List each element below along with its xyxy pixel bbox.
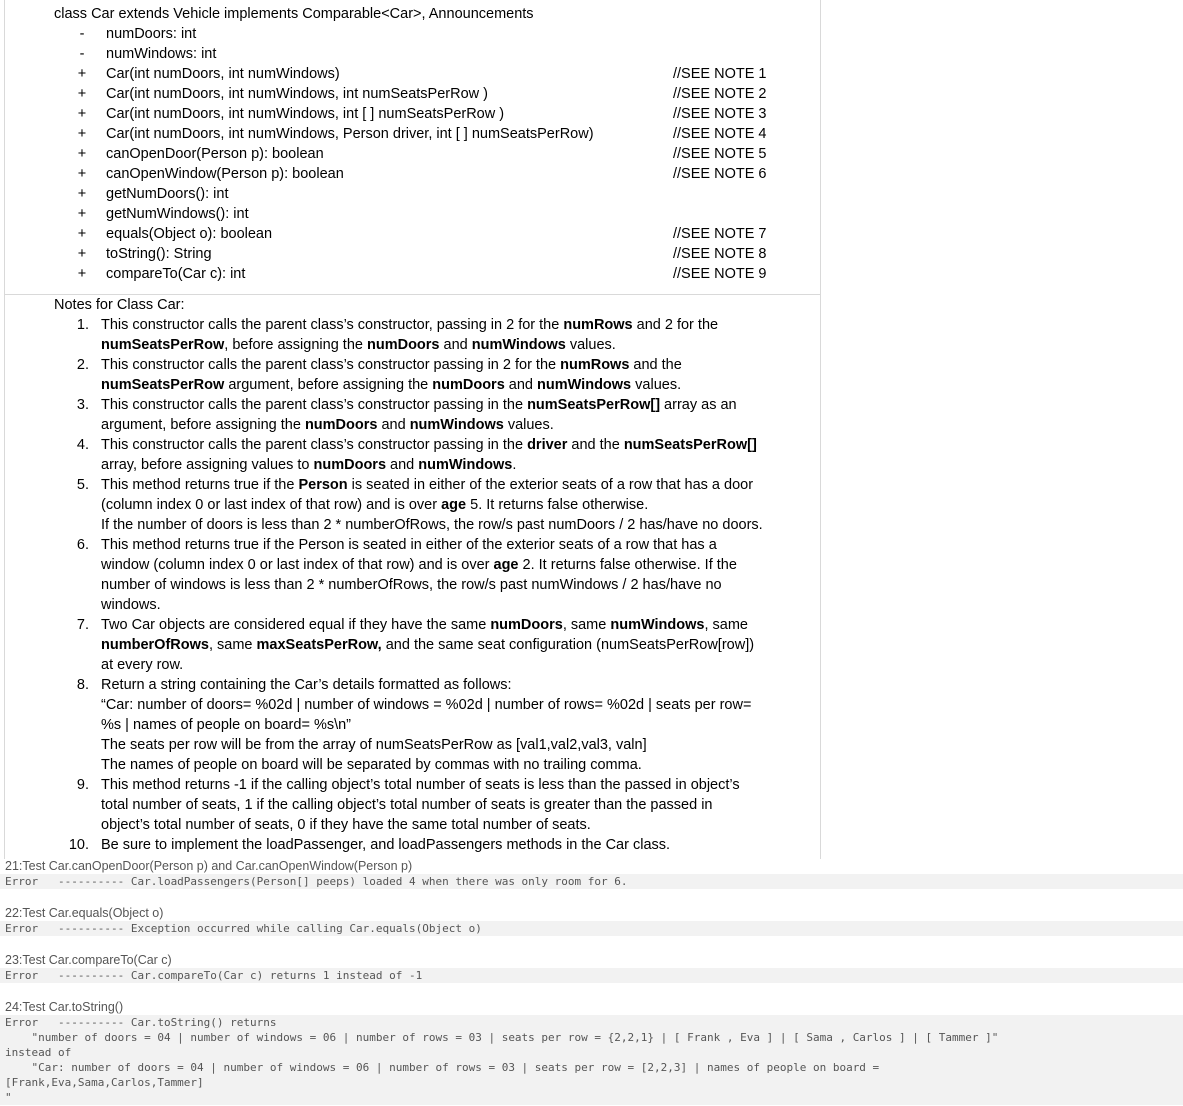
test-output: Error ---------- Car.loadPassengers(Person[] peeps) loaded 4 when there was only room for 6. bbox=[0, 874, 1183, 889]
test-title: 23:Test Car.compareTo(Car c) bbox=[5, 953, 172, 967]
note-number: 4. bbox=[76, 437, 89, 453]
note-bold: numDoors bbox=[490, 617, 563, 633]
test-title: 21:Test Car.canOpenDoor(Person p) and Car.canOpenWindow(Person p) bbox=[5, 859, 413, 873]
note-item-1 bbox=[5, 315, 820, 355]
note-number: 7. bbox=[76, 617, 89, 633]
see-note-ref: //SEE NOTE 8 bbox=[673, 246, 767, 262]
member-row bbox=[5, 204, 820, 224]
note-item-4 bbox=[5, 435, 820, 475]
note-item-9 bbox=[5, 775, 820, 835]
note-bold: numWindows bbox=[537, 377, 632, 393]
note-bold: numDoors bbox=[313, 457, 387, 473]
note-text: (column index 0 or last index of that row) and is over bbox=[101, 497, 442, 513]
note-number: 3. bbox=[76, 397, 89, 413]
see-note-ref: //SEE NOTE 2 bbox=[673, 86, 767, 102]
note-text: argument, before assigning the bbox=[101, 417, 305, 433]
note-text: object’s total number of seats, 0 if they have the same total number of seats. bbox=[101, 817, 591, 833]
member-signature: canOpenWindow(Person p): boolean bbox=[106, 166, 344, 182]
member-signature: compareTo(Car c): int bbox=[106, 266, 246, 282]
member-signature: getNumWindows(): int bbox=[106, 206, 249, 222]
note-text: and 2 for the bbox=[632, 317, 719, 333]
member-signature: Car(int numDoors, int numWindows, int [ ] numSeatsPerRow ) bbox=[106, 106, 505, 122]
note-item-7 bbox=[5, 615, 820, 675]
note-text: This method returns true if the Person is seated in either of the exterior seats of a row that has a bbox=[101, 537, 717, 553]
note-bold: age bbox=[441, 497, 467, 513]
member-row bbox=[5, 64, 820, 84]
note-number: 2. bbox=[76, 357, 89, 373]
note-text: values. bbox=[631, 377, 682, 393]
note-text: argument, before assigning the bbox=[224, 377, 433, 393]
note-text: total number of seats, 1 if the calling object’s total number of seats is greater than the passed in bbox=[101, 797, 713, 813]
note-text: and bbox=[377, 417, 410, 433]
uml-class-spec bbox=[5, 0, 820, 295]
note-text: values. bbox=[503, 417, 554, 433]
note-number: 1. bbox=[76, 317, 89, 333]
see-note-ref: //SEE NOTE 5 bbox=[673, 146, 767, 162]
visibility-marker: + bbox=[77, 266, 87, 282]
note-number: 8. bbox=[76, 677, 89, 693]
member-signature: Car(int numDoors, int numWindows, Person driver, int [ ] numSeatsPerRow) bbox=[106, 126, 594, 142]
note-text: , same bbox=[208, 637, 257, 653]
note-text: The names of people on board will be separated by commas with no trailing comma. bbox=[101, 757, 642, 773]
member-signature: numDoors: int bbox=[106, 26, 197, 42]
note-text: Two Car objects are considered equal if they have the same bbox=[101, 617, 491, 633]
note-text: , before assigning the bbox=[224, 337, 367, 353]
note-text: . bbox=[512, 457, 517, 473]
note-text: and bbox=[386, 457, 419, 473]
see-note-ref: //SEE NOTE 6 bbox=[673, 166, 767, 182]
note-bold: numSeatsPerRow bbox=[101, 337, 225, 353]
visibility-marker: - bbox=[79, 46, 85, 62]
note-text: This constructor calls the parent class’s constructor passing in the bbox=[101, 397, 528, 413]
member-row bbox=[5, 104, 820, 124]
test-results bbox=[0, 859, 1183, 1105]
note-text: and the bbox=[629, 357, 682, 373]
member-list bbox=[5, 24, 820, 284]
note-bold: numWindows bbox=[471, 337, 566, 353]
note-text: This method returns true if the bbox=[101, 477, 299, 493]
note-bold: numberOfRows bbox=[101, 637, 209, 653]
note-text: %s | names of people on board= %s\n” bbox=[101, 717, 352, 733]
note-item-10 bbox=[5, 835, 820, 855]
note-text: This constructor calls the parent class’s constructor passing in the bbox=[101, 437, 528, 453]
note-text: If the number of doors is less than 2 * numberOfRows, the row/s past numDoors / 2 has/have no doors. bbox=[101, 517, 763, 533]
visibility-marker: + bbox=[77, 226, 87, 242]
visibility-marker: + bbox=[77, 66, 87, 82]
note-bold: age bbox=[493, 557, 519, 573]
visibility-marker: + bbox=[77, 206, 87, 222]
notes-title: Notes for Class Car: bbox=[54, 297, 185, 313]
see-note-ref: //SEE NOTE 1 bbox=[673, 66, 767, 82]
note-text: number of windows is less than 2 * numberOfRows, the row/s past numWindows / 2 has/have no bbox=[101, 577, 722, 593]
note-bold: numWindows bbox=[409, 417, 504, 433]
note-bold: numDoors bbox=[432, 377, 505, 393]
member-row bbox=[5, 144, 820, 164]
note-bold: numDoors bbox=[366, 337, 440, 353]
note-text: and the bbox=[567, 437, 624, 453]
note-bold: numSeatsPerRow[] bbox=[623, 437, 757, 453]
note-bold: Person bbox=[298, 477, 348, 493]
member-row bbox=[5, 124, 820, 144]
note-bold: maxSeatsPerRow, bbox=[256, 637, 382, 653]
note-number: 10. bbox=[68, 837, 89, 853]
member-row bbox=[5, 264, 820, 284]
test-result-24 bbox=[0, 1000, 1183, 1105]
note-text: , same bbox=[704, 617, 748, 633]
member-row bbox=[5, 244, 820, 264]
test-output: Error ---------- Exception occurred while calling Car.equals(Object o) bbox=[0, 921, 1183, 936]
visibility-marker: + bbox=[77, 86, 87, 102]
visibility-marker: + bbox=[77, 186, 87, 202]
member-signature: toString(): String bbox=[106, 246, 212, 262]
note-text: and the same seat configuration (numSeatsPerRow[row]) bbox=[381, 637, 755, 653]
test-title: 24:Test Car.toString() bbox=[5, 1000, 124, 1014]
note-text: 2. It returns false otherwise. If the bbox=[518, 557, 737, 573]
member-row bbox=[5, 84, 820, 104]
test-result-22 bbox=[0, 906, 1183, 936]
note-text: at every row. bbox=[101, 657, 184, 673]
see-note-ref: //SEE NOTE 9 bbox=[673, 266, 767, 282]
note-text: and bbox=[439, 337, 472, 353]
note-number: 9. bbox=[76, 777, 89, 793]
note-text: The seats per row will be from the array of numSeatsPerRow as [val1,val2,val3, valn] bbox=[101, 737, 647, 753]
member-signature: canOpenDoor(Person p): boolean bbox=[106, 146, 324, 162]
see-note-ref: //SEE NOTE 4 bbox=[673, 126, 767, 142]
note-item-6 bbox=[5, 535, 820, 615]
note-text: Return a string containing the Car’s details formatted as follows: bbox=[101, 677, 512, 693]
test-title: 22:Test Car.equals(Object o) bbox=[5, 906, 164, 920]
notes-list bbox=[5, 315, 820, 855]
note-bold: numDoors bbox=[304, 417, 378, 433]
visibility-marker: + bbox=[77, 146, 87, 162]
note-number: 5. bbox=[76, 477, 89, 493]
member-signature: Car(int numDoors, int numWindows, int numSeatsPerRow ) bbox=[106, 86, 488, 102]
note-item-8 bbox=[5, 675, 820, 775]
note-text: windows. bbox=[101, 597, 161, 613]
note-bold: numRows bbox=[560, 357, 630, 373]
note-bold: numWindows bbox=[418, 457, 513, 473]
note-text: array as an bbox=[660, 397, 737, 413]
note-item-3 bbox=[5, 395, 820, 435]
member-row bbox=[5, 184, 820, 204]
note-text: “Car: number of doors= %02d | number of windows = %02d | number of rows= %02d | seats per row= bbox=[101, 697, 752, 713]
visibility-marker: + bbox=[77, 106, 87, 122]
test-result-21 bbox=[0, 859, 1183, 889]
member-row bbox=[5, 44, 820, 64]
note-text: This constructor calls the parent class’s constructor passing in 2 for the bbox=[101, 357, 561, 373]
class-declaration: class Car extends Vehicle implements Comparable<Car>, Announcements bbox=[54, 6, 534, 22]
test-output: Error ---------- Car.toString() returns "number of doors = 04 | number of windows = 06 | number of rows = 03 | seats per row = {2,2,1} | [ Frank , Eva ] | [ Sama , Carlos ] | [ Tammer ]" instead of "Car: number of doors = 04 | number of windows = 06 | number of rows = 03 | seats per row = [2,2,3] | names of people on board = [Frank,Eva,Sama,Carlos,Tammer] " bbox=[0, 1015, 1183, 1105]
note-bold: driver bbox=[527, 437, 568, 453]
assignment-document bbox=[4, 0, 821, 859]
note-item-2 bbox=[5, 355, 820, 395]
note-text: values. bbox=[565, 337, 616, 353]
note-text: This method returns -1 if the calling object’s total number of seats is less than the passed in object’s bbox=[101, 777, 740, 793]
note-bold: numSeatsPerRow[] bbox=[527, 397, 661, 413]
visibility-marker: + bbox=[77, 166, 87, 182]
member-signature: numWindows: int bbox=[106, 46, 217, 62]
test-output: Error ---------- Car.compareTo(Car c) returns 1 instead of -1 bbox=[0, 968, 1183, 983]
note-text: This constructor calls the parent class’s constructor, passing in 2 for the bbox=[101, 317, 564, 333]
note-bold: numWindows bbox=[610, 617, 705, 633]
visibility-marker: + bbox=[77, 246, 87, 262]
member-signature: getNumDoors(): int bbox=[106, 186, 229, 202]
note-item-5 bbox=[5, 475, 820, 535]
see-note-ref: //SEE NOTE 7 bbox=[673, 226, 767, 242]
note-text: and bbox=[504, 377, 538, 393]
test-result-23 bbox=[0, 953, 1183, 983]
note-text: array, before assigning values to bbox=[101, 457, 314, 473]
note-text: 5. It returns false otherwise. bbox=[466, 497, 649, 513]
member-row bbox=[5, 164, 820, 184]
note-text: window (column index 0 or last index of that row) and is over bbox=[101, 557, 494, 573]
note-bold: numRows bbox=[563, 317, 633, 333]
note-text: Be sure to implement the loadPassenger, and loadPassengers methods in the Car class. bbox=[101, 837, 671, 853]
member-row bbox=[5, 24, 820, 44]
visibility-marker: + bbox=[77, 126, 87, 142]
note-number: 6. bbox=[76, 537, 89, 553]
member-row bbox=[5, 224, 820, 244]
note-text: , same bbox=[562, 617, 611, 633]
member-signature: equals(Object o): boolean bbox=[106, 226, 273, 242]
member-signature: Car(int numDoors, int numWindows) bbox=[106, 66, 340, 82]
see-note-ref: //SEE NOTE 3 bbox=[673, 106, 767, 122]
note-bold: numSeatsPerRow bbox=[101, 377, 225, 393]
note-text: is seated in either of the exterior seats of a row that has a door bbox=[347, 477, 754, 493]
visibility-marker: - bbox=[79, 26, 85, 42]
